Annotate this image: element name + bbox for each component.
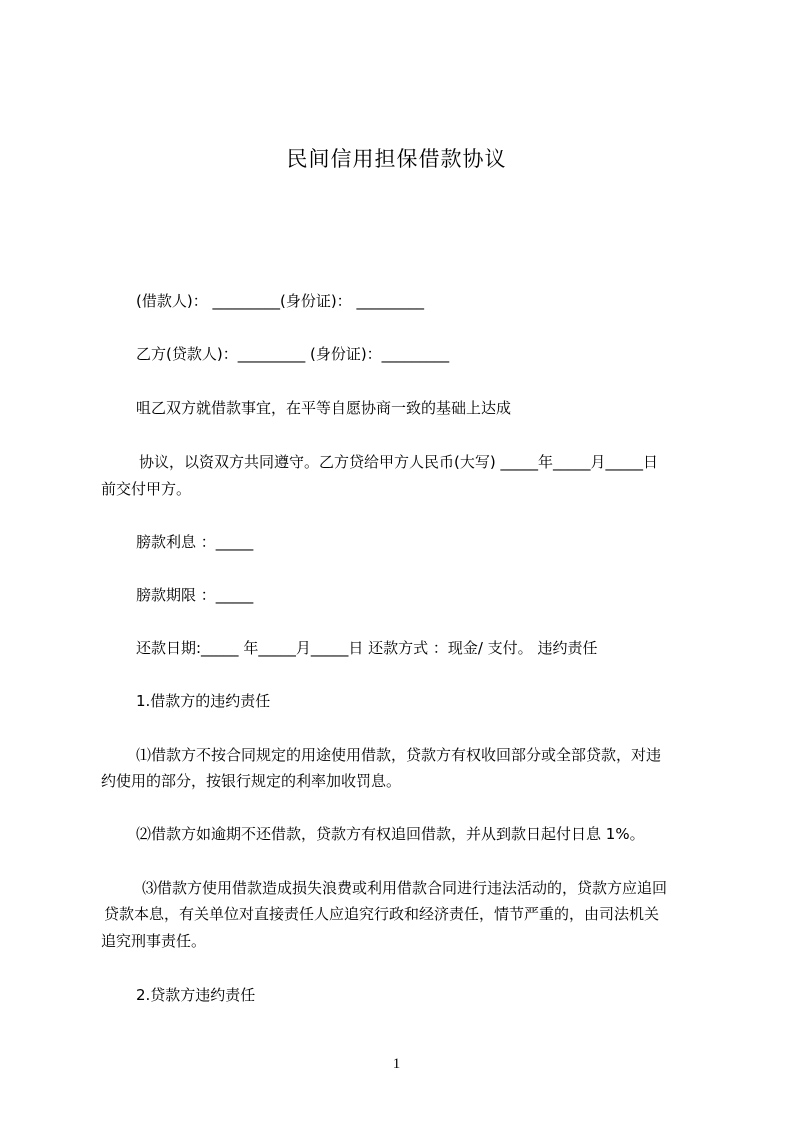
- lender-line: 乙方(贷款人)：_________ (身份证)：_________: [136, 345, 450, 363]
- agreement-line: 协议，以资双方共同遵守。乙方贷给甲方人民币(大写) _____年_____月_____日: [139, 453, 658, 471]
- repayment-line: 还款日期:_____ 年_____月_____日 还款方式 ：现金/ 支付。 违约责任: [136, 639, 598, 657]
- interest-line: 膀款利息 ：_____: [136, 533, 254, 551]
- section-1-heading: 1.借款方的违约责任: [136, 692, 271, 710]
- borrower-line: (借款人)： _________(身份证)： _________: [136, 292, 424, 310]
- clause-1-line-2: 约使用的部分，按银行规定的利率加收罚息。: [101, 772, 402, 790]
- term-line: 膀款期限 ：_____: [136, 586, 254, 604]
- clause-3-line-3: 追究刑事责任。: [101, 932, 207, 950]
- clause-3-line-2: 贷款本息，有关单位对直接责任人应追究行政和经济责任，情节严重的，由司法机关: [104, 905, 660, 923]
- document-title: 民间信用担保借款协议: [286, 147, 507, 171]
- agreement-line-cont: 前交付甲方。: [101, 480, 192, 498]
- clause-1-line-1: ⑴借款方不按合同规定的用途使用借款，贷款方有权收回部分或全部贷款，对违: [136, 746, 662, 764]
- page-number: 1: [392, 1056, 401, 1072]
- preamble-line: 咀乙双方就借款事宜，在平等自愿协商一致的基础上达成: [136, 399, 512, 417]
- clause-2-line: ⑵借款方如逾期不还借款，贷款方有权追回借款，并从到款日起付日息 1%。: [136, 825, 645, 843]
- clause-3-line-1: ⑶借款方使用借款造成损失浪费或利用借款合同进行违法活动的，贷款方应追回: [142, 879, 668, 897]
- section-2-heading: 2.贷款方违约责任: [136, 986, 256, 1004]
